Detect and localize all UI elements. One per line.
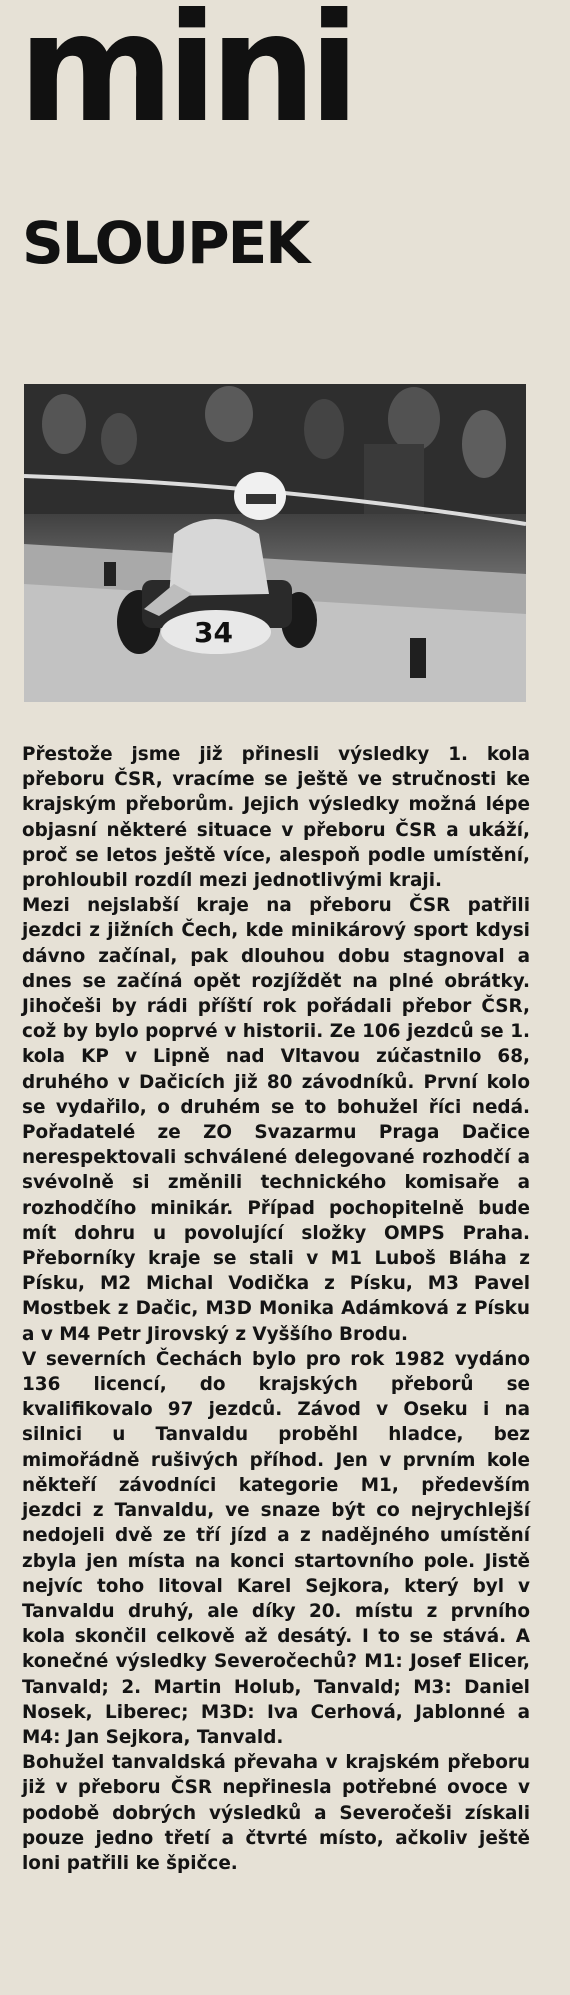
article-paragraph: V severních Čechách bylo pro rok 1982 vydáno 136 licencí, do krajských přeborů se kvalifikovalo 97 jezdců. Závod v Oseku i na silnici u Tanvaldu proběhl hladce, bez mimořádně rušivých příhod. Jen v prvním kole někteří závodníci kategorie M1, především jezdci z Tanvaldu, ve snaze být co nejrychlejší nedojeli dvě ze tří jízd a z nadějného umístění zbyla jen místa na konci startovního pole. Jistě nejvíc toho litoval Karel Sejkora, který byl v Tanvaldu druhý, ale díky 20. místu z prvního kola skončil celkově až desátý. I to se stává. A konečné výsledky Severočechů? M1: Josef Elicer, Tanvald; 2. Martin Holub, Tanvald; M3: Daniel Nosek, Liberec; M3D: Iva Cerhová, Jablonné a M4: Jan Sejkora, Tanvald. xyxy=(22,1348,530,1748)
article-paragraph: Přestože jsme již přinesli výsledky 1. kola přeboru ČSR, vracíme se ještě ve stručnosti ke krajským přeborům. Jejich výsledky možná lépe objasní některé situace v přeboru ČSR a ukáží, proč se letos ještě více, alespoň podle umístění, prohloubil rozdíl mezi jednotlivými kraji. xyxy=(22,744,530,892)
column-title-mini: mini xyxy=(18,0,352,156)
masthead xyxy=(18,0,518,294)
karting-photo-illustration xyxy=(24,384,526,702)
article-body xyxy=(22,742,530,1982)
kart-number: 34 xyxy=(194,616,233,649)
article-paragraph: Mezi nejslabší kraje na přeboru ČSR patřili jezdci z jižních Čech, kde minikárový sport kdysi dávno začínal, pak dlouhou dobu stagnoval a dnes se začíná opět rozjíždět na plné obrátky. Jihočeši by rádi příští rok pořádali přebor ČSR, což by bylo poprvé v historii. Ze 106 jezdců se 1. kola KP v Lipně nad Vltavou zúčastnilo 68, druhého v Dačicích již 80 závodníků. První kolo se vydařilo, o druhém se to bohužel říci nedá. Pořadatelé ze ZO Svazarmu Praga Dačice nerespektovali schválené delegované rozhodčí a svévolně si změnili technického komisaře a rozhodčího minikár. Případ pochopitelně bude mít dohru u povolující složky OMPS Praha. Přeborníky kraje se stali v M1 Luboš Bláha z Písku, M2 Michal Vodička z Písku, M3 Pavel Mostbek z Dačic, M3D Monika Adámková z Písku a v M4 Petr Jirovský z Vyššího Brodu. xyxy=(22,895,530,1345)
karting-photo xyxy=(24,384,526,702)
column-title-sloupek: SLOUPEK xyxy=(22,209,309,277)
article-paragraph: Bohužel tanvaldská převaha v krajském přeboru již v přeboru ČSR nepřinesla potřebné ovoce v podobě dobrých výsledků a Severočeši získali pouze jedno třetí a čtvrté místo, ačkoliv ještě loni patřili ke špičce. xyxy=(22,1752,530,1874)
